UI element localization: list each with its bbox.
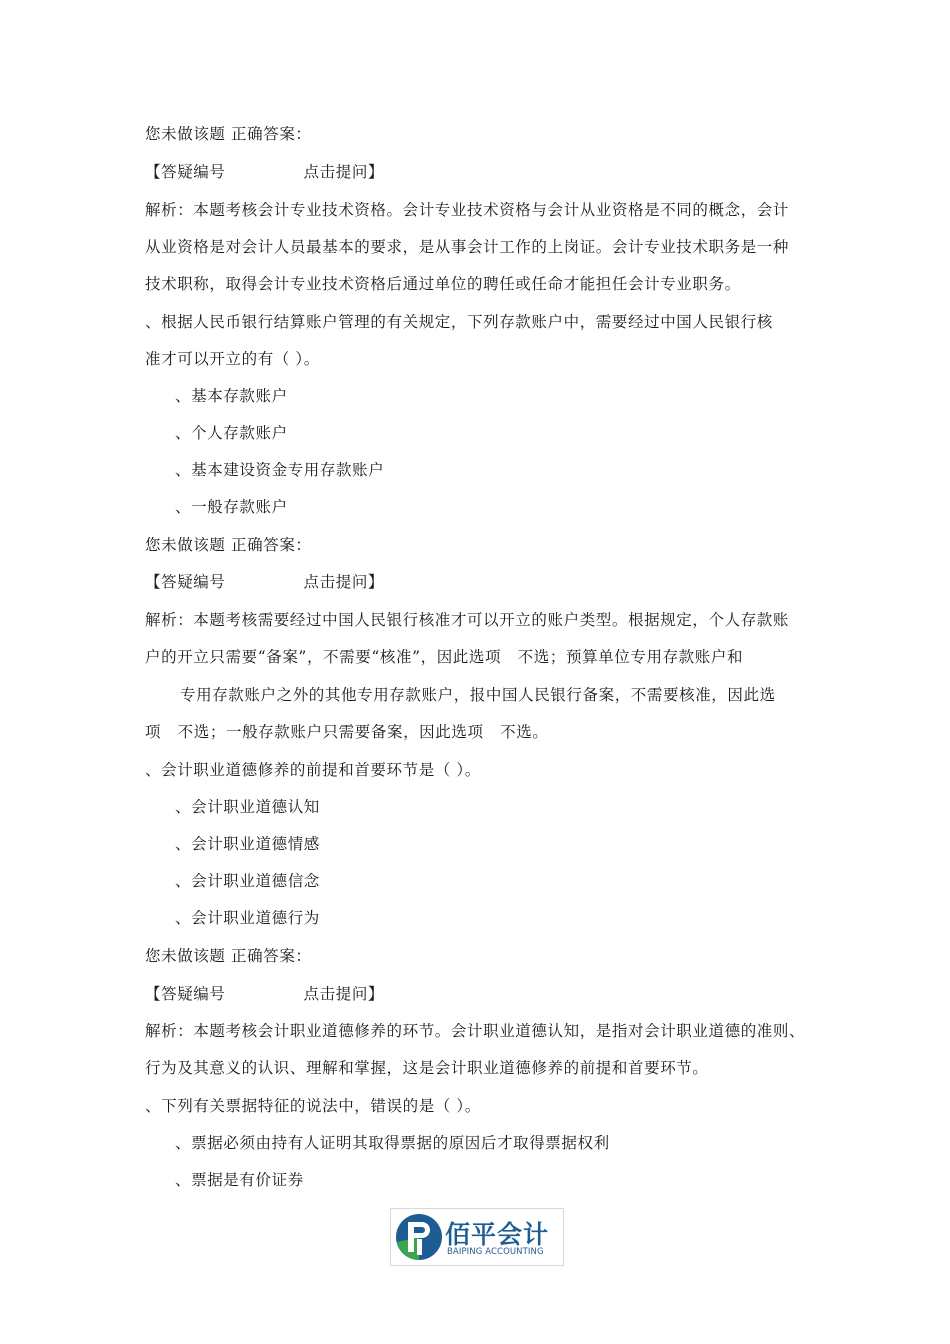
ask-question-link[interactable]: 点击提问】: [303, 163, 385, 181]
ask-question-link[interactable]: 点击提问】: [303, 985, 385, 1003]
analysis-line: 解析：本题考核需要经过中国人民银行核准才可以开立的账户类型。根据规定，个人存款账: [145, 611, 790, 629]
question-line: 、根据人民币银行结算账户管理的有关规定，下列存款账户中，需要经过中国人民银行核: [145, 313, 773, 331]
baiping-logo: [390, 1208, 564, 1266]
option-d[interactable]: 、一般存款账户: [175, 498, 288, 516]
analysis-line: 解析：本题考核会计职业道德修养的环节。会计职业道德认知，是指对会计职业道德的准则、: [145, 1022, 806, 1040]
option-c[interactable]: 、基本建设资金专用存款账户: [175, 461, 385, 479]
option-a[interactable]: 、票据必须由持有人证明其取得票据的原因后才取得票据权利: [175, 1134, 610, 1152]
ask-line: [145, 162, 384, 182]
ask-line: [145, 984, 384, 1004]
analysis-line: 专用存款账户之外的其他专用存款账户，报中国人民银行备案，不需要核准，因此选: [180, 686, 776, 704]
analysis-line: 解析：本题考核会计专业技术资格。会计专业技术资格与会计从业资格是不同的概念，会计: [145, 201, 790, 219]
option-b[interactable]: 、个人存款账户: [175, 424, 288, 442]
ask-question-link[interactable]: 点击提问】: [303, 573, 385, 591]
option-b[interactable]: 、会计职业道德情感: [175, 835, 320, 853]
analysis-line: 技术职称，取得会计专业技术资格后通过单位的聘任或任命才能担任会计专业职务。: [145, 275, 741, 293]
ask-id-label: 【答疑编号: [145, 163, 226, 181]
ask-id-label: 【答疑编号: [145, 573, 226, 591]
analysis-line: 项 不选；一般存款账户只需要备案，因此选项 不选。: [145, 723, 549, 741]
question-line: 、下列有关票据特征的说法中，错误的是（ ）。: [145, 1097, 481, 1115]
ask-line: [145, 572, 384, 592]
answer-status: 您未做该题 正确答案：: [145, 536, 312, 554]
option-a[interactable]: 、会计职业道德认知: [175, 798, 320, 816]
question-line: 准才可以开立的有（ ）。: [145, 350, 320, 368]
analysis-line: 行为及其意义的认识、理解和掌握，这是会计职业道德修养的前提和首要环节。: [145, 1059, 709, 1077]
logo-name-en: BAIPING ACCOUNTING: [447, 1247, 544, 1257]
option-d[interactable]: 、会计职业道德行为: [175, 909, 320, 927]
answer-status: 您未做该题 正确答案：: [145, 947, 312, 965]
answer-status: 您未做该题 正确答案：: [145, 125, 312, 143]
ask-id-label: 【答疑编号: [145, 985, 226, 1003]
question-line: 、会计职业道德修养的前提和首要环节是（ ）。: [145, 761, 481, 779]
analysis-line: 从业资格是对会计人员最基本的要求，是从事会计工作的上岗证。会计专业技术职务是一种: [145, 238, 790, 256]
logo-name-cn: 佰平会计: [445, 1220, 550, 1249]
option-a[interactable]: 、基本存款账户: [175, 387, 288, 405]
logo-mark-icon: [395, 1212, 443, 1262]
option-b[interactable]: 、票据是有价证券: [175, 1171, 304, 1189]
option-c[interactable]: 、会计职业道德信念: [175, 872, 320, 890]
analysis-line: 户的开立只需要“备案”，不需要“核准”，因此选项 不选；预算单位专用存款账户和: [145, 648, 744, 666]
